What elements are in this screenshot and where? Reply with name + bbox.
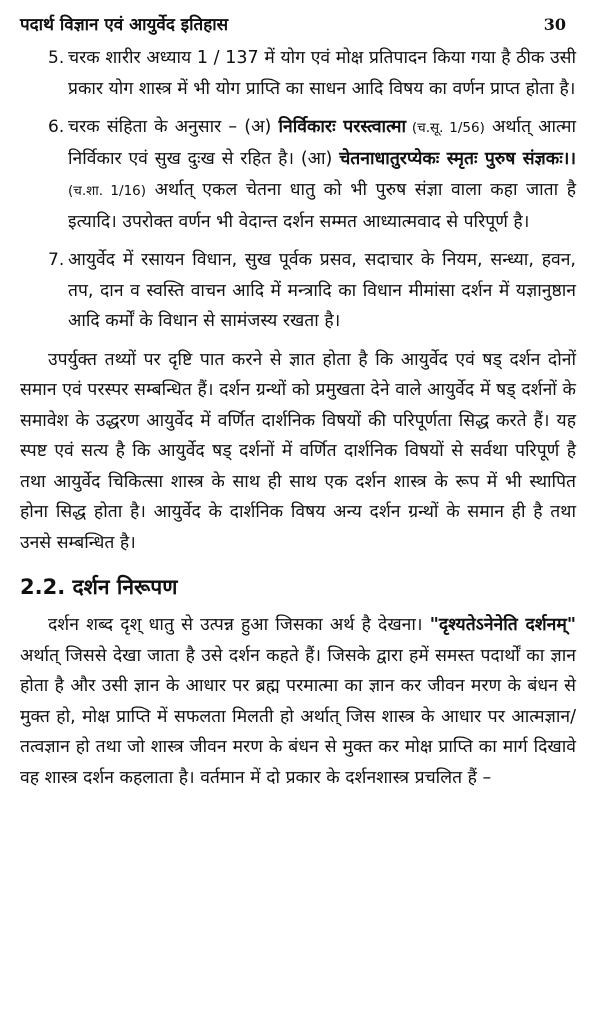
running-header	[20, 12, 576, 35]
text-segment: चरक संहिता के अनुसार – (अ)	[68, 117, 279, 137]
list-item-5	[20, 43, 576, 104]
text-segment: अर्थात् एकल चेतना धातु को भी पुरुष संज्ञा वाला कहा जाता है इत्यादि। उपरोक्त वर्णन भी वेदान्त दर्शन सम्मत आध्यात्मवाद से परिपूर्ण है।	[68, 180, 576, 232]
sanskrit-quote: निर्विकारः परस्त्वात्मा	[278, 117, 407, 137]
list-item-text	[68, 112, 576, 237]
text-segment: अर्थात् आत्मा निर्विकार एवं सुख दुःख से रहित है। (आ)	[68, 117, 576, 169]
running-header-title: पदार्थ विज्ञान एवं आयुर्वेद इतिहास	[20, 15, 229, 35]
list-item-text: चरक शारीर अध्याय 1 / 137 में योग एवं मोक्ष प्रतिपादन किया गया है ठीक उसी प्रकार योग शास्त्र में भी योग प्राप्ति का साधन आदि विषय का वर्णन प्राप्त होता है।	[68, 48, 576, 99]
sanskrit-quote: "दृश्यतेऽनेनेति दर्शनम्"	[429, 615, 576, 635]
body-paragraph: उपर्युक्त तथ्यों पर दृष्टि पात करने से ज्ञात होता है कि आयुर्वेद एवं षड् दर्शन दोनों समान एवं परस्पर सम्बन्धित हैं। दर्शन ग्रन्थों को प्रमुखता देने वाले आयुर्वेद में षड् दर्शनों के समावेश के उद्धरण आयुर्वेद में वर्णित दार्शनिक विषयों की परिपूर्णता सिद्ध करते हैं। यह स्पष्ट एवं सत्य है कि आयुर्वेद षड् दर्शनों में वर्णित दार्शनिक विषयों से सर्वथा परिपूर्ण है तथा आयुर्वेद चिकित्सा शास्त्र के साथ ही साथ एक दर्शन शास्त्र के रूप में भी स्थापित होना सिद्ध होता है। आयुर्वेद के दार्शनिक विषय अन्य दर्शन ग्रन्थों के समान ही है तथा उनसे सम्बन्धित है।	[20, 349, 576, 553]
list-item-text: आयुर्वेद में रसायन विधान, सुख पूर्वक प्रसव, सदाचार के नियम, सन्ध्या, हवन, तप, दान व स्वस्ति वाचन आदि में मन्त्रादि का विधान मीमांसा दर्शन में यज्ञानुष्ठान आदि कर्मों के विधान से सामंजस्य रखता है।	[68, 250, 576, 331]
body-paragraph	[20, 610, 576, 793]
list-marker: 5.	[48, 48, 65, 68]
text-segment: अर्थात् जिससे देखा जाता है उसे दर्शन कहते हैं। जिसके द्वारा हमें समस्त पदार्थों का ज्ञान होता है और उसी ज्ञान के आधार पर ब्रह्म परमात्मा का ज्ञान कर जीवन मरण के बंधन से मुक्त हो, मोक्ष प्राप्ति में सफलता मिलती हो अर्थात् जिस शास्त्र के आधार पर आत्मज्ञान/तत्वज्ञान हो तथा जो शास्त्र जीवन मरण के बंधन से मुक्त कर मोक्ष प्राप्ति का मार्ग दिखावे वह शास्त्र दर्शन कहलाता है। वर्तमान में दो प्रकार के दर्शनशास्त्र प्रचलित हैं –	[20, 645, 576, 788]
citation-ref: (च.शा. 1/16)	[68, 183, 147, 199]
list-marker: 7.	[48, 250, 65, 270]
citation-ref: (च.सू. 1/56)	[406, 120, 485, 136]
sanskrit-quote: चेतनाधातुरप्येकः स्मृतः पुरुष संज्ञकः।।	[339, 148, 576, 169]
list-marker: 6.	[48, 117, 65, 137]
text-segment: दर्शन शब्द दृश् धातु से उत्पन्न हुआ जिसका अर्थ है देखना।	[48, 615, 430, 635]
list-item-6	[20, 112, 576, 237]
section-heading: 2.2. दर्शन निरूपण	[20, 575, 178, 599]
list-item-7	[20, 245, 576, 337]
page-number: 30	[543, 15, 566, 34]
